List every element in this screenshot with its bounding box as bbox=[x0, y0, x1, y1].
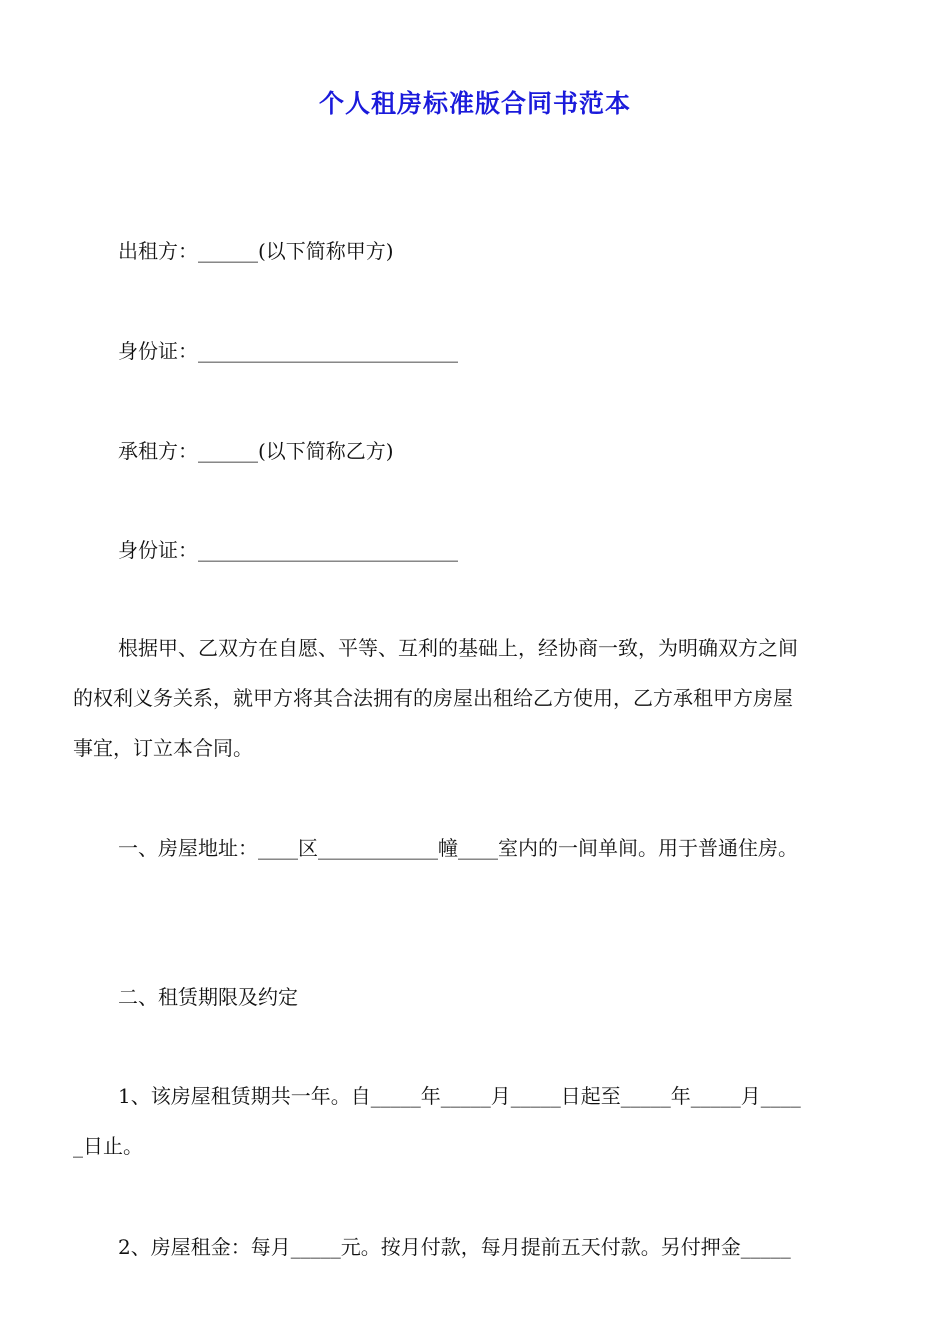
document-title: 个人租房标准版合同书范本 bbox=[318, 89, 631, 118]
preamble-line: 根据甲、乙双方在自愿、平等、互利的基础上，经协商一致，为明确双方之间 bbox=[118, 636, 798, 660]
item-rent: 2、房屋租金：每月_____元。按月付款，每月提前五天付款。另付押金_____ bbox=[118, 1235, 791, 1259]
section-heading-lease-term: 二、租赁期限及约定 bbox=[118, 985, 298, 1009]
preamble-line: 的权利义务关系，就甲方将其合法拥有的房屋出租给乙方使用，乙方承租甲方房屋 bbox=[73, 686, 793, 710]
preamble-line: 事宜，订立本合同。 bbox=[73, 736, 253, 760]
item-line: 1、该房屋租赁期共一年。自_____年_____月_____日起至_____年_____月____ bbox=[118, 1084, 801, 1108]
lessee-line: 承租方：______(以下简称乙方) bbox=[118, 439, 394, 463]
lessor-line: 出租方：______(以下简称甲方) bbox=[118, 239, 394, 263]
item-line: _日止。 bbox=[73, 1134, 143, 1158]
clause-address: 一、房屋地址：____区____________幢____室内的一间单间。用于普通住房。 bbox=[118, 836, 798, 860]
lessor-id-line: 身份证：__________________________ bbox=[118, 339, 458, 363]
item-lease-period bbox=[73, 1071, 879, 1171]
preamble-paragraph bbox=[73, 623, 879, 773]
lessee-id-line: 身份证：__________________________ bbox=[118, 538, 458, 562]
